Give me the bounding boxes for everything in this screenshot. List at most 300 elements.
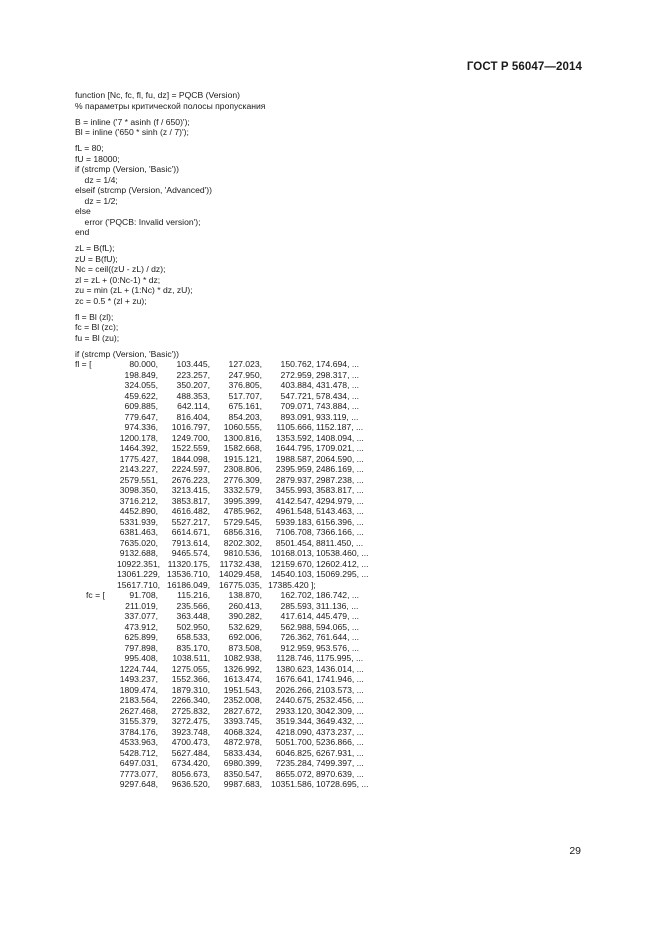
array-value: 3098.350, [119, 485, 158, 495]
array-value: 9132.688, [119, 548, 158, 558]
array-value: 3455.993, [275, 485, 314, 495]
array-indent [75, 748, 117, 759]
array-value: 337.077, [124, 611, 158, 621]
array-value: 6734.420, [171, 758, 210, 768]
array-value: 3649.432, ... [316, 716, 364, 726]
array-indent [75, 391, 117, 402]
array-row [75, 674, 378, 685]
array-value: 2352.008, [223, 695, 262, 705]
code-line: fu = Bl (zu); [75, 332, 120, 343]
array-value: 974.336, [124, 422, 158, 432]
array-row [75, 664, 378, 675]
array-value: 1105.666, [276, 422, 314, 432]
array-value: 1436.014, ... [316, 663, 364, 674]
array-value: 7499.397, ... [316, 758, 364, 768]
array-value: 3583.817, ... [316, 485, 364, 495]
array-value: 6156.396, ... [316, 516, 364, 527]
array-value: 912.959, [280, 642, 314, 653]
array-value: 3393.745, [223, 716, 262, 726]
code-line: else [75, 206, 91, 216]
array-value: 8501.454, [275, 537, 314, 548]
array-value: 7235.284, [275, 758, 314, 768]
array-value: 7635.020, [119, 537, 158, 548]
code-line: if (strcmp (Version, 'Basic')) [75, 164, 180, 174]
array-indent [75, 674, 117, 685]
array-value: 1016.797, [171, 422, 210, 432]
array-value: 2440.675, [275, 695, 314, 705]
array-value: 1709.021, ... [316, 443, 364, 453]
array-value: 127.023, [228, 359, 262, 369]
code-line: zc = 0.5 * (zl + zu); [75, 295, 147, 306]
code-line: fL = 80; [75, 143, 104, 153]
array-value: 532.629, [228, 621, 262, 632]
array-value: 642.114, [177, 401, 210, 411]
array-row [75, 695, 378, 706]
array-value: 324.055, [124, 380, 158, 390]
array-label: fc = [ [86, 590, 105, 600]
array-value: 1582.668, [223, 443, 262, 453]
array-value: 7106.708, [275, 527, 314, 537]
array-row [75, 527, 378, 538]
array-value: 1060.555, [223, 422, 262, 432]
array-value: 2026.266, [275, 684, 314, 695]
code-line: end [75, 227, 90, 237]
array-indent [75, 422, 117, 433]
array-value: 8056.673, [171, 768, 210, 779]
array-indent [75, 601, 117, 612]
array-value: 578.434, ... [316, 390, 360, 401]
code-line: zl = zL + (0:Nc-1) * dz; [75, 274, 161, 285]
array-value: 726.362, [280, 632, 314, 642]
array-value: 2064.590, ... [316, 453, 364, 464]
array-value: 1915.121, [223, 453, 262, 464]
array-value: 1493.237, [119, 674, 158, 684]
array-value: 5527.217, [171, 516, 210, 527]
code-line: elseif (strcmp (Version, 'Advanced')) [75, 185, 213, 195]
array-indent [75, 464, 117, 475]
array-value: 1775.427, [119, 453, 158, 464]
array-indent [75, 433, 117, 444]
code-line: Nc = ceil((zU - zL) / dz); [75, 264, 166, 274]
array-value: 9465.574, [171, 548, 210, 558]
array-row [75, 475, 378, 486]
array-value: 6267.931, ... [316, 747, 364, 758]
array-indent [75, 737, 117, 748]
array-value: 4872.978, [223, 737, 262, 747]
array-value: 17385.420 ]; [268, 579, 316, 590]
fc-array [75, 590, 378, 790]
array-value: 3923.748, [171, 726, 210, 737]
document-header-standard: ГОСТ Р 56047—2014 [466, 61, 582, 73]
array-row [75, 601, 378, 612]
code-line: zu = min (zL + (1:Nc) * dz, zU); [75, 285, 193, 295]
array-value: 2987.238, ... [316, 474, 364, 485]
array-row [75, 748, 378, 759]
array-value: 4294.979, ... [316, 495, 364, 506]
array-indent [75, 716, 117, 727]
code-line: Bl = inline ('650 * sinh (z / 7)'); [75, 127, 189, 137]
array-value: 8811.450, ... [316, 537, 364, 548]
array-value: 1552.366, [171, 674, 210, 684]
array-value: 4068.324, [223, 726, 262, 737]
array-row [75, 622, 378, 633]
array-indent [75, 769, 117, 780]
array-value: 2776.309, [223, 474, 262, 485]
array-value: 5428.712, [119, 747, 158, 758]
array-value: 2395.959, [275, 464, 314, 474]
array-value: 1844.098, [171, 453, 210, 464]
array-row [75, 412, 378, 423]
array-value: 211.019, [125, 600, 158, 611]
array-value: 1249.700, [171, 432, 210, 443]
array-value: 2676.223, [171, 474, 210, 485]
code-preamble [75, 90, 378, 343]
array-value: 2486.169, ... [316, 464, 364, 474]
array-row [75, 632, 378, 643]
array-indent [75, 496, 117, 507]
array-value: 743.884, ... [316, 401, 360, 411]
array-indent [75, 475, 117, 486]
array-value: 1128.746, [276, 653, 314, 663]
array-value: 298.317, ... [316, 369, 360, 380]
array-row [75, 685, 378, 696]
array-value: 138.870, [228, 590, 262, 600]
array-value: 4452.890, [119, 506, 158, 516]
code-line: error ('PQCB: Invalid version'); [75, 216, 201, 227]
array-indent [75, 401, 117, 412]
array-value: 4533.963, [119, 737, 158, 747]
array-value: 150.762, [280, 359, 314, 369]
array-indent [75, 779, 117, 790]
array-value: 473.912, [124, 621, 158, 632]
array-value: 6046.825, [275, 747, 314, 758]
array-row [75, 548, 378, 559]
array-indent [75, 706, 117, 717]
array-value: 4218.090, [275, 726, 314, 737]
array-value: 13061.229, [117, 569, 161, 579]
array-value: 11320.175, [167, 558, 210, 569]
array-indent [75, 370, 117, 381]
array-value: 350.207, [176, 380, 210, 390]
array-value: 6381.463, [119, 527, 158, 537]
array-value: 103.445, [176, 359, 210, 369]
array-value: 933.119, ... [316, 411, 359, 422]
array-row [75, 727, 378, 738]
array-value: 174.694, ... [316, 359, 360, 369]
array-row [75, 391, 378, 402]
array-value: 2627.468, [119, 705, 158, 716]
array-value: 1809.474, [119, 684, 158, 695]
array-value: 1741.946, ... [316, 674, 364, 684]
array-value: 609.885, [124, 401, 158, 411]
array-value: 547.721, [280, 390, 314, 401]
array-value: 272.959, [280, 369, 314, 380]
array-value: 3716.212, [119, 495, 158, 506]
code-line: fl = Bl (zl); [75, 311, 114, 322]
array-indent [75, 695, 117, 706]
array-value: 1988.587, [275, 453, 314, 464]
array-value: 2224.597, [171, 464, 210, 474]
array-value: 445.479, ... [316, 611, 360, 621]
array-value: 1152.187, ... [316, 422, 364, 432]
array-row [75, 454, 378, 465]
array-value: 7913.614, [171, 537, 210, 548]
array-value: 376.805, [228, 380, 262, 390]
array-value: 625.899, [124, 632, 158, 642]
array-value: 854.203, [228, 411, 262, 422]
array-value: 1275.055, [171, 663, 210, 674]
array-value: 873.508, [228, 642, 262, 653]
array-indent [75, 622, 117, 633]
array-row [75, 569, 378, 580]
array-value: 4700.473, [171, 737, 210, 747]
array-value: 10351.586, [270, 779, 314, 789]
array-indent [75, 611, 117, 622]
array-value: 1522.559, [171, 443, 210, 453]
array-value: 2103.573, ... [316, 684, 364, 695]
array-value: 5051.700, [275, 737, 314, 747]
array-value: 1613.474, [223, 674, 262, 684]
array-value: 2143.227, [119, 464, 158, 474]
fl-array [75, 359, 378, 590]
array-indent [75, 685, 117, 696]
array-value: 285.593, [280, 600, 314, 611]
array-indent [75, 580, 117, 591]
array-value: 2183.564, [119, 695, 158, 705]
array-row [75, 443, 378, 454]
array-value: 16186.049, [166, 579, 210, 590]
array-value: 14540.103, [270, 569, 314, 579]
array-value: 1082.938, [223, 653, 262, 663]
array-value: 9297.648, [119, 779, 158, 789]
array-value: 1175.995, ... [316, 653, 364, 663]
array-value: 797.898, [124, 642, 158, 653]
array-value: 2933.120, [275, 705, 314, 716]
array-value: 1300.816, [223, 432, 262, 443]
array-value: 12602.412, ... [316, 558, 369, 569]
array-value: 1676.641, [275, 674, 314, 684]
array-value: 995.408, [124, 653, 158, 663]
array-value: 186.742, ... [316, 590, 360, 600]
code-line: fU = 18000; [75, 153, 120, 164]
array-value: 675.161, [228, 401, 262, 411]
array-row [75, 716, 378, 727]
array-value: 9636.520, [171, 779, 210, 789]
array-indent [75, 569, 117, 580]
array-value: 311.136, ... [316, 600, 359, 611]
array-row [75, 758, 378, 769]
array-row [75, 653, 378, 664]
array-value: 14029.458, [218, 569, 262, 579]
array-row [75, 370, 378, 381]
array-indent [75, 517, 117, 528]
array-value: 488.353, [176, 390, 210, 401]
array-value: 562.988, [280, 621, 314, 632]
array-indent [75, 527, 117, 538]
code-line: % параметры критической полосы пропускания [75, 100, 266, 111]
array-value: 9810.536, [223, 548, 262, 558]
array-row [75, 706, 378, 717]
array-row [75, 737, 378, 748]
array-value: 8655.072, [275, 768, 314, 779]
array-value: 779.647, [124, 411, 158, 422]
array-value: 8350.547, [223, 768, 262, 779]
array-row [75, 464, 378, 475]
array-indent [75, 727, 117, 738]
array-value: 10168.013, [270, 548, 314, 558]
array-value: 709.071, [280, 401, 314, 411]
array-value: 3332.579, [223, 485, 262, 495]
array-value: 15069.295, ... [316, 569, 369, 579]
array-value: 431.478, ... [316, 380, 360, 390]
array-value: 893.091, [280, 411, 314, 422]
array-value: 6856.316, [223, 527, 262, 537]
array-value: 10728.695, ... [316, 779, 369, 789]
array-value: 3995.399, [223, 495, 262, 506]
array-row [75, 433, 378, 444]
array-value: 235.566, [176, 600, 210, 611]
array-value: 1224.744, [119, 663, 158, 674]
array-row [75, 517, 378, 528]
array-value: 91.708, [129, 590, 158, 600]
array-value: 5331.939, [119, 516, 158, 527]
array-value: 1408.094, ... [316, 432, 364, 443]
array-value: 9987.683, [223, 779, 262, 789]
array-value: 1951.543, [223, 684, 262, 695]
array-value: 761.644, ... [316, 632, 360, 642]
array-value: 6497.031, [119, 758, 158, 768]
array-value: 1326.992, [223, 663, 262, 674]
array-value: 5833.434, [223, 747, 262, 758]
array-value: 5143.463, ... [316, 506, 364, 516]
array-value: 3213.415, [171, 485, 210, 495]
array-value: 223.257, [176, 369, 210, 380]
array-value: 1464.392, [119, 443, 158, 453]
array-value: 8202.302, [223, 537, 262, 548]
array-row [75, 580, 378, 591]
array-value: 3853.817, [171, 495, 210, 506]
array-value: 4785.962, [223, 506, 262, 516]
array-value: 7773.077, [119, 768, 158, 779]
array-value: 6980.399, [223, 758, 262, 768]
array-indent [75, 653, 117, 664]
array-value: 1644.795, [275, 443, 314, 453]
array-value: 3784.176, [119, 726, 158, 737]
array-indent [75, 485, 117, 496]
array-value: 3042.309, ... [316, 705, 364, 716]
array-value: 417.614, [280, 611, 314, 621]
array-value: 459.622, [124, 390, 158, 401]
array-value: 115.216, [177, 590, 210, 600]
code-line: dz = 1/4; [75, 174, 118, 185]
code-listing [75, 90, 378, 790]
array-value: 8970.639, ... [316, 768, 364, 779]
array-value: 3519.344, [275, 716, 314, 726]
code-line: zL = B(fL); [75, 243, 115, 253]
array-value: 2266.340, [171, 695, 210, 705]
array-indent [75, 506, 117, 517]
array-indent [75, 643, 117, 654]
array-value: 502.950, [176, 621, 210, 632]
array-value: 835.170, [176, 642, 210, 653]
array-indent [75, 548, 117, 559]
array-row [75, 559, 378, 570]
array-value: 5236.866, ... [316, 737, 364, 747]
array-row [75, 496, 378, 507]
array-value: 1353.592, [275, 432, 314, 443]
array-row [75, 401, 378, 412]
array-indent [75, 664, 117, 675]
array-value: 2879.937, [275, 474, 314, 485]
array-value: 162.702, [280, 590, 314, 600]
array-indent [75, 380, 117, 391]
array-row [75, 380, 378, 391]
array-value: 2308.806, [223, 464, 262, 474]
array-row [75, 359, 378, 370]
array-value: 363.448, [176, 611, 210, 621]
array-indent [75, 538, 117, 549]
array-indent [75, 559, 117, 570]
array-value: 1380.623, [275, 663, 314, 674]
array-row [75, 422, 378, 433]
array-row [75, 590, 378, 601]
page-number: 29 [569, 845, 581, 857]
array-value: 4616.482, [171, 506, 210, 516]
array-value [316, 580, 378, 591]
array-value: 517.707, [228, 390, 262, 401]
array-value: 816.404, [176, 411, 210, 422]
array-value: 260.413, [228, 600, 262, 611]
array-value: 2827.672, [223, 705, 262, 716]
array-indent [75, 412, 117, 423]
code-line: function [Nc, fc, fl, fu, dz] = PQCB (Version) [75, 90, 241, 100]
array-value: 7366.166, ... [316, 527, 364, 537]
array-value: 5729.545, [223, 516, 262, 527]
array-value: 12159.670, [270, 558, 314, 569]
code-line-if: if (strcmp (Version, 'Basic')) [75, 348, 180, 359]
array-value: 15617.710, [117, 579, 161, 590]
array-value: 1038.511, [172, 653, 210, 663]
array-row [75, 485, 378, 496]
array-value: 10538.460, ... [316, 548, 369, 558]
array-value: 2579.551, [119, 474, 158, 485]
array-indent [75, 443, 117, 454]
array-value: 658.533, [176, 632, 210, 642]
array-value: 1879.310, [171, 684, 210, 695]
array-row [75, 538, 378, 549]
array-value: 403.884, [280, 380, 314, 390]
array-value: 4142.547, [275, 495, 314, 506]
array-value: 1200.178, [119, 432, 158, 443]
array-value: 80.000, [129, 359, 158, 369]
code-line: B = inline ('7 * asinh (f / 650)'); [75, 116, 190, 127]
array-value: 2532.456, ... [316, 695, 364, 705]
array-value: 6614.671, [171, 527, 210, 537]
array-value: 13536.710, [166, 569, 210, 579]
array-row [75, 779, 378, 790]
array-value: 11732.438, [219, 558, 262, 569]
code-line: zU = B(fU); [75, 253, 118, 264]
array-value: 692.006, [228, 632, 262, 642]
array-value: 390.282, [228, 611, 262, 621]
array-value: 247.950, [228, 369, 262, 380]
array-row [75, 769, 378, 780]
array-label: fl = [ [75, 359, 92, 369]
array-value: 10922.351, [117, 558, 161, 569]
array-value: 953.576, ... [316, 642, 360, 653]
array-value: 594.065, ... [316, 621, 360, 632]
code-line: dz = 1/2; [75, 195, 118, 206]
